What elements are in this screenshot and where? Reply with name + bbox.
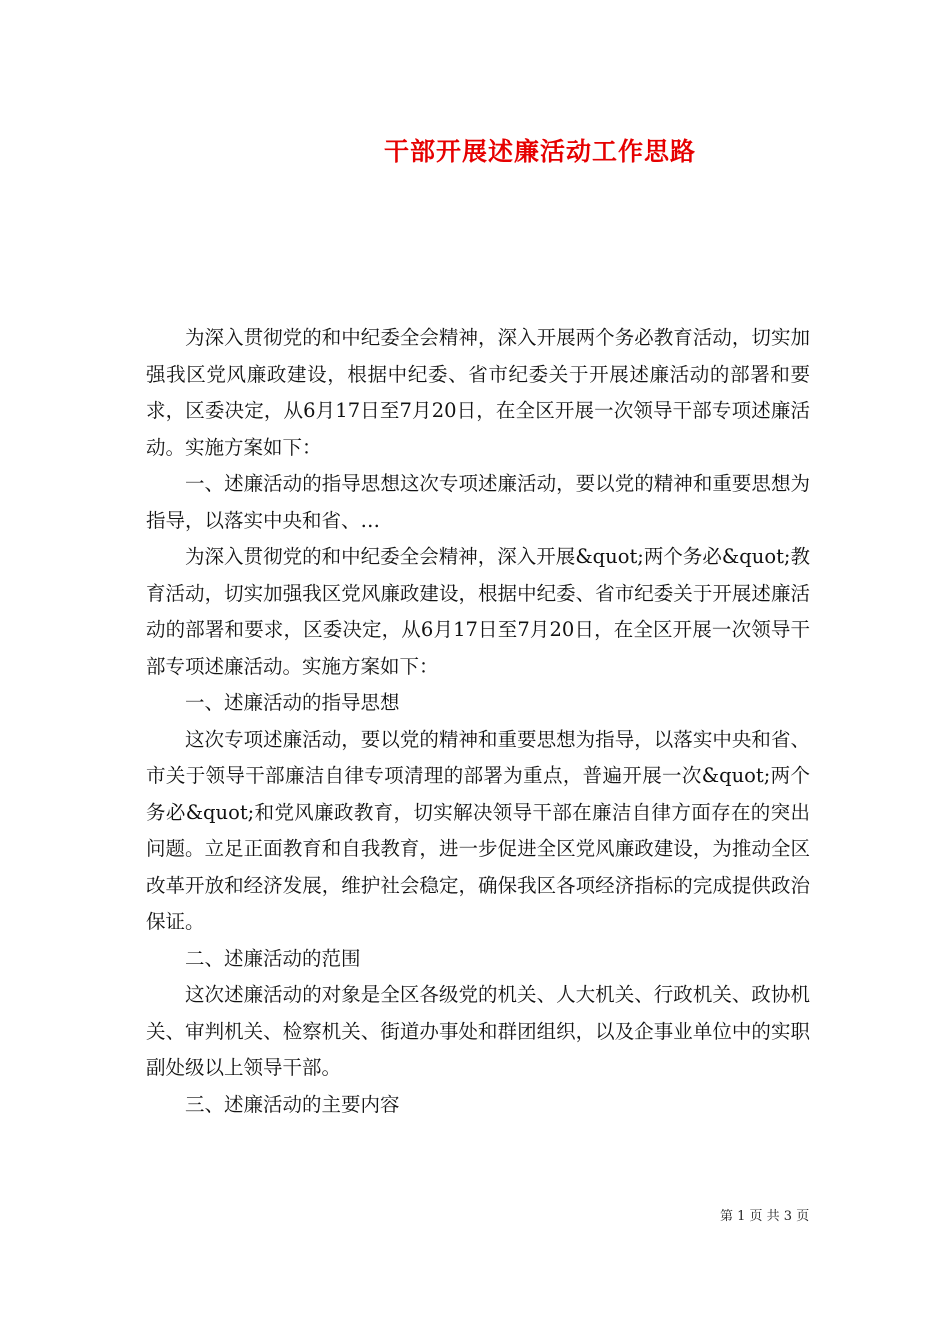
paragraph-guiding-thought: 这次专项述廉活动，要以党的精神和重要思想为指导，以落实中央和省、市关于领导干部廉洁自律专项清理的部署为重点，普遍开展一次&quot;两个务必&quot;和党风廉政教育，切实解决领导干部在廉洁自律方面存在的突出问题。立足正面教育和自我教育，进一步促进全区党风廉政建设，为推动全区改革开放和经济发展，维护社会稳定，确保我区各项经济指标的完成提供政治保证。 bbox=[146, 727, 810, 933]
section-heading-main-content: 三、述廉活动的主要内容 bbox=[185, 1092, 400, 1116]
paragraph-summary: 一、述廉活动的指导思想这次专项述廉活动，要以党的精神和重要思想为指导，以落实中央和省、… bbox=[146, 472, 810, 532]
document-body bbox=[146, 320, 810, 1123]
paragraph-intro-full: 为深入贯彻党的和中纪委全会精神，深入开展&quot;两个务必&quot;教育活动，切实加强我区党风廉政建设，根据中纪委、省市纪委关于开展述廉活动的部署和要求，区委决定，从6月17日至7月20日，在全区开展一次领导干部专项述廉活动。实施方案如下： bbox=[146, 545, 810, 678]
page-number: 第 1 页 共 3 页 bbox=[720, 1209, 810, 1224]
document-title: 干部开展述廉活动工作思路 bbox=[383, 137, 696, 166]
paragraph-intro: 为深入贯彻党的和中纪委全会精神，深入开展两个务必教育活动，切实加强我区党风廉政建设，根据中纪委、省市纪委关于开展述廉活动的部署和要求，区委决定，从6月17日至7月20日，在全区开展一次领导干部专项述廉活动。实施方案如下： bbox=[146, 326, 810, 459]
section-heading-scope: 二、述廉活动的范围 bbox=[185, 946, 361, 970]
section-heading-guiding-thought: 一、述廉活动的指导思想 bbox=[185, 691, 400, 714]
paragraph-scope: 这次述廉活动的对象是全区各级党的机关、人大机关、行政机关、政协机关、审判机关、检察机关、街道办事处和群团组织，以及企事业单位中的实职副处级以上领导干部。 bbox=[146, 983, 810, 1079]
